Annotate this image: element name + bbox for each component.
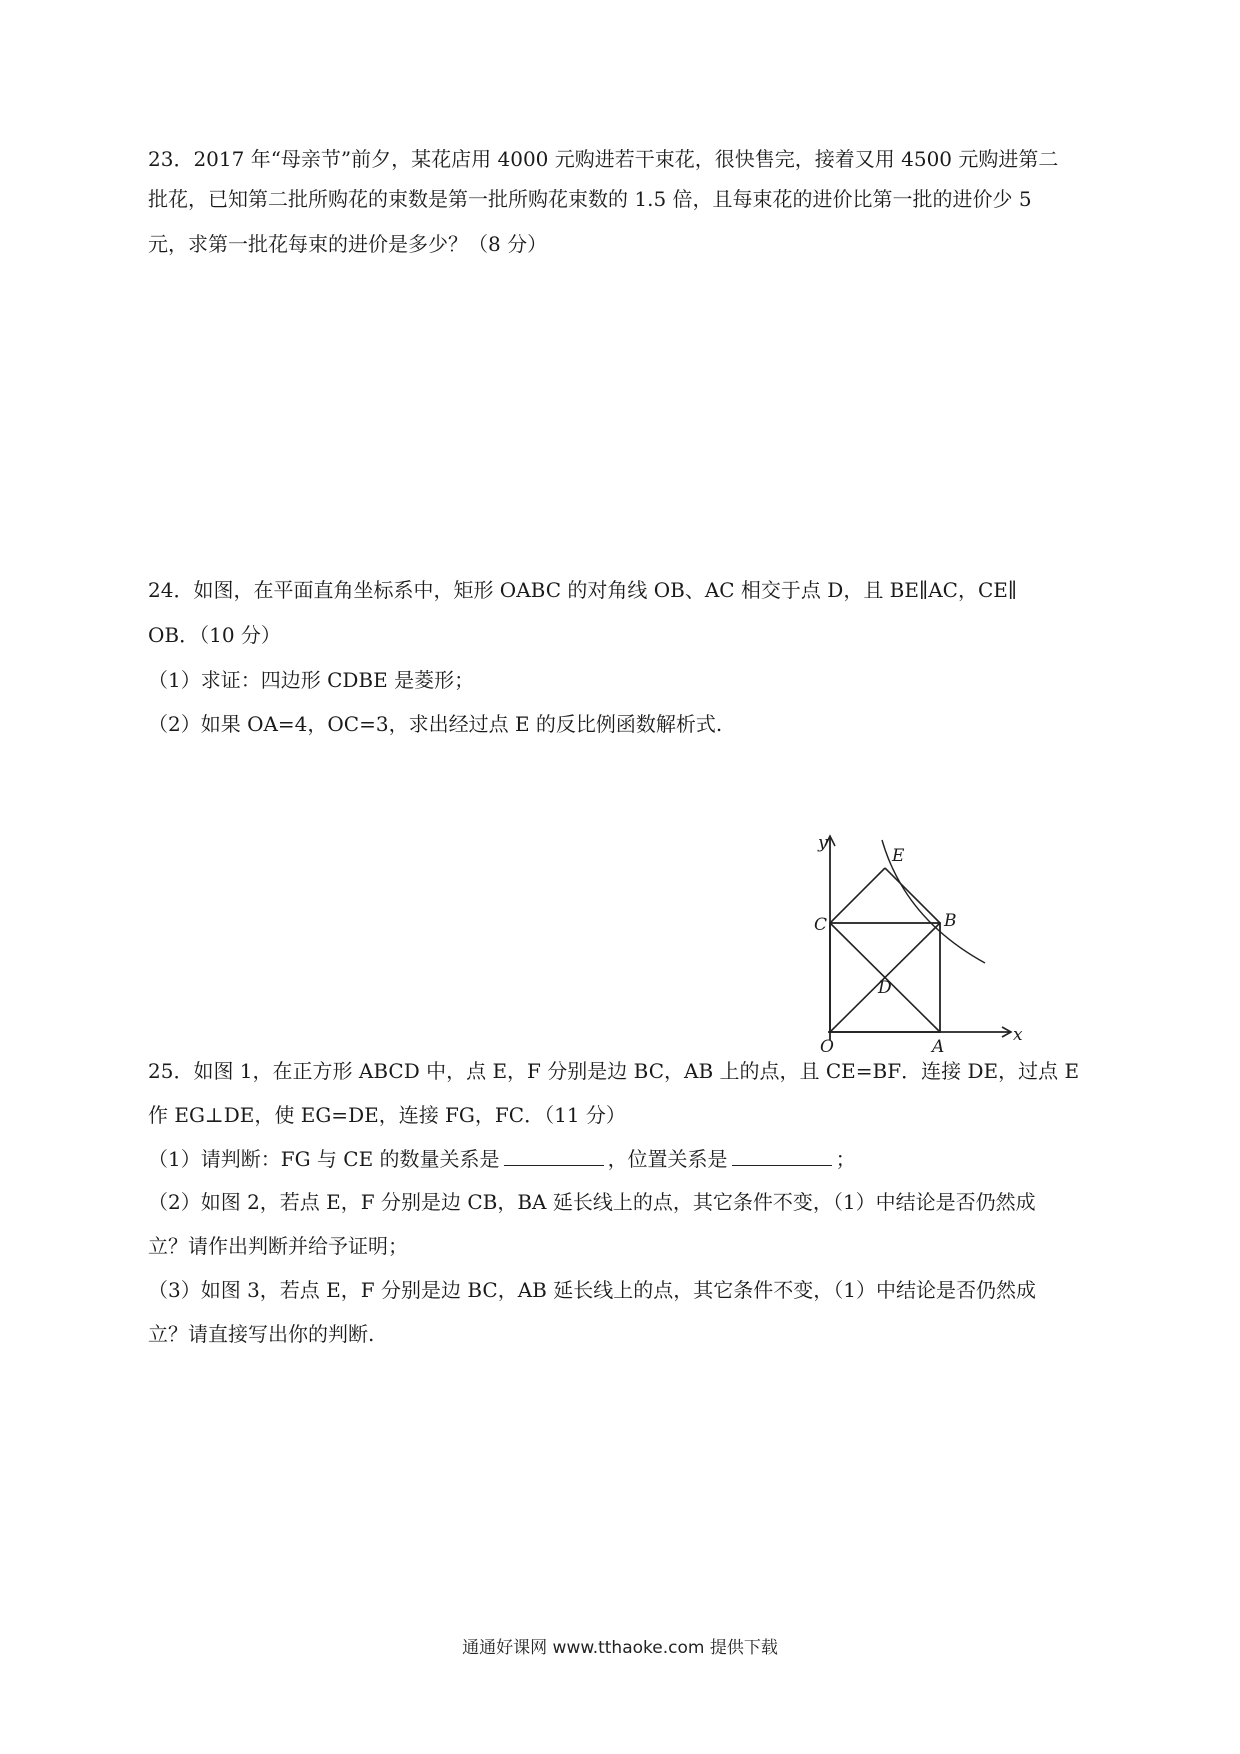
q25-part1-text-a: （1）请判断：FG 与 CE 的数量关系是 (148, 1147, 500, 1171)
q25-line-6: （3）如图 3，若点 E，F 分别是边 BC，AB 延长线上的点，其它条件不变，（1）中结论是否仍然成 (148, 1278, 1036, 1302)
label-e: E (892, 846, 905, 866)
q25-line-1: 25．如图 1，在正方形 ABCD 中，点 E，F 分别是边 BC，AB 上的点，且 CE=BF．连接 DE，过点 E (148, 1059, 1080, 1083)
label-y: y (818, 833, 828, 853)
label-o: O (820, 1037, 834, 1057)
q25-part1-text-c: ； (835, 1147, 856, 1171)
page-footer: 通通好课网 www.tthaoke.com 提供下载 (462, 1638, 778, 1658)
q23-line-3: 元，求第一批花每束的进价是多少？（8 分） (148, 232, 548, 256)
segment-be (885, 868, 940, 923)
q25-line-7: 立？请直接写出你的判断. (148, 1322, 375, 1346)
label-d: D (878, 978, 892, 998)
q25-line-2: 作 EG⊥DE，使 EG=DE，连接 FG，FC．（11 分） (148, 1103, 626, 1127)
q24-line-3: （1）求证：四边形 CDBE 是菱形； (148, 668, 475, 692)
q24-line-1: 24．如图，在平面直角坐标系中，矩形 OABC 的对角线 OB、AC 相交于点 D，且 BE∥AC，CE∥ (148, 578, 1018, 602)
label-c: C (814, 915, 828, 935)
answer-blank-quantity[interactable] (504, 1145, 604, 1166)
q24-coordinate-figure (800, 830, 1030, 1060)
q25-line-5: 立？请作出判断并给予证明； (148, 1234, 408, 1258)
segment-ce (830, 868, 885, 923)
q24-line-2: OB．（10 分） (148, 623, 281, 647)
q23-line-2: 批花，已知第二批所购花的束数是第一批所购花束数的 1.5 倍，且每束花的进价比第一批的进价少 5 (148, 187, 1032, 211)
answer-blank-position[interactable] (732, 1145, 832, 1166)
q25-line-4: （2）如图 2，若点 E，F 分别是边 CB，BA 延长线上的点，其它条件不变，（1）中结论是否仍然成 (148, 1190, 1036, 1214)
label-b: B (944, 911, 957, 931)
label-x: x (1013, 1025, 1023, 1045)
label-a: A (932, 1037, 945, 1057)
q24-line-4: （2）如果 OA=4，OC=3，求出经过点 E 的反比例函数解析式. (148, 712, 723, 736)
q25-line-3 (148, 1145, 1093, 1173)
q23-line-1: 23．2017 年“母亲节”前夕，某花店用 4000 元购进若干束花，很快售完，接着又用 4500 元购进第二 (148, 147, 1059, 171)
q25-part1-text-b: ，位置关系是 (607, 1147, 728, 1171)
